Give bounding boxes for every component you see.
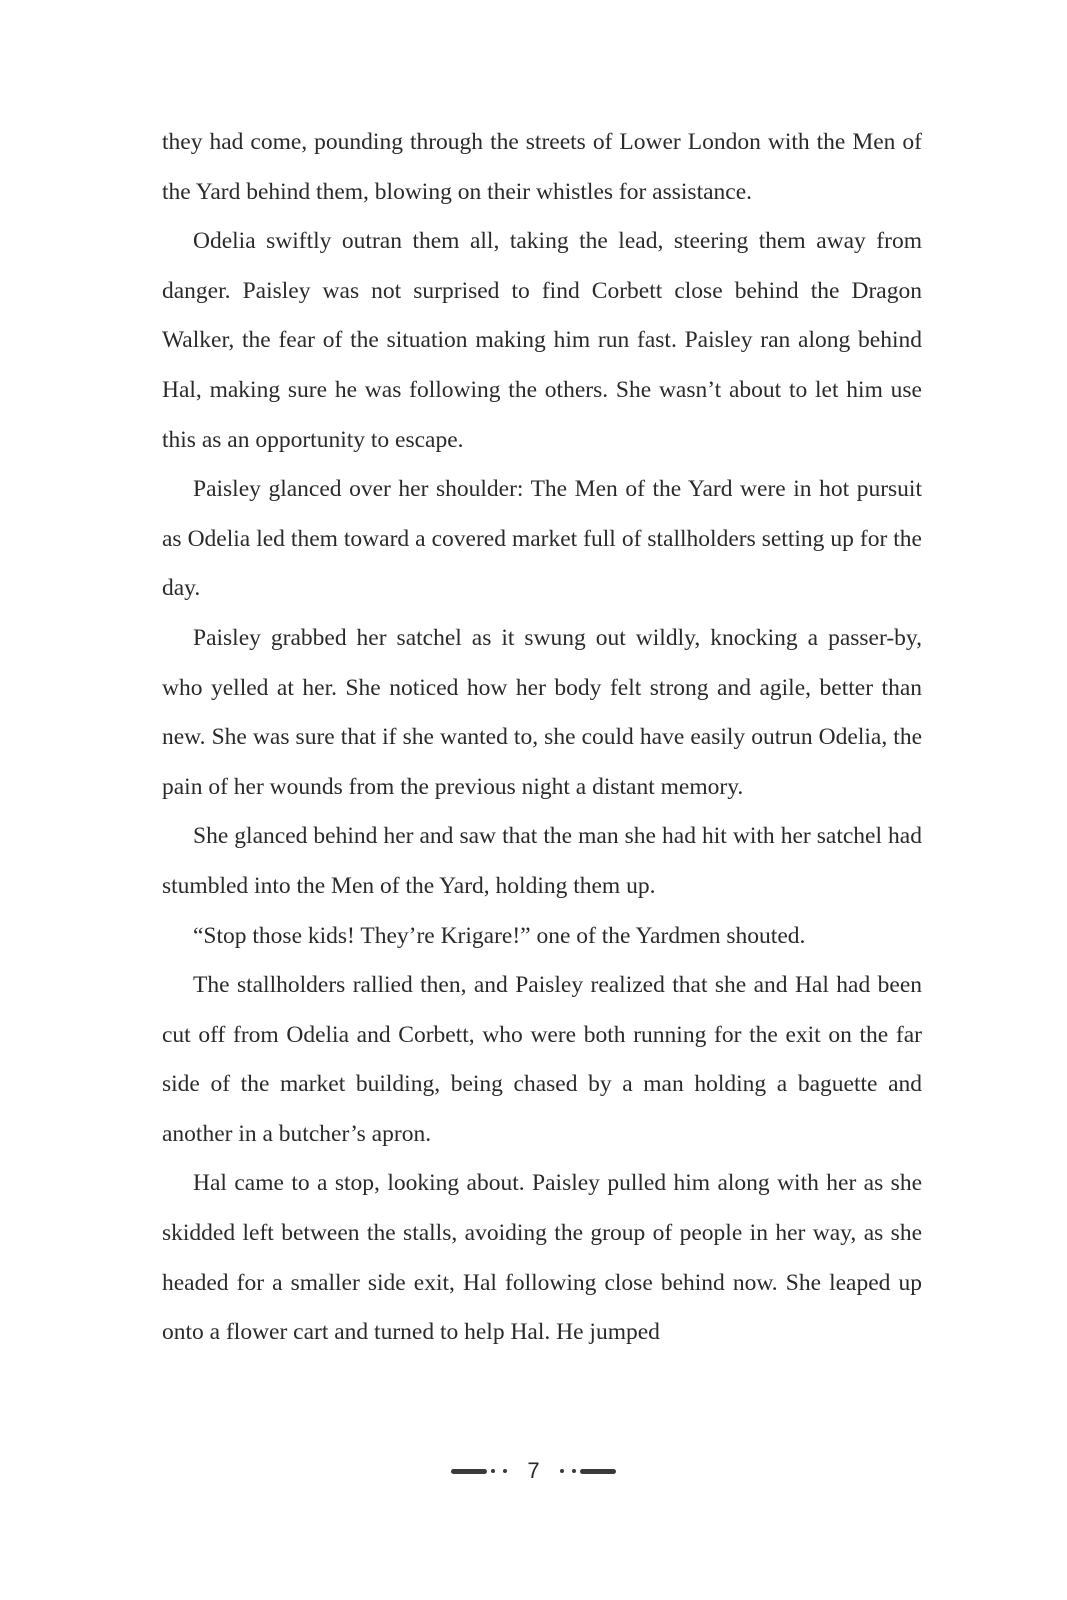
- page-footer: [0, 1456, 1067, 1486]
- ornament-right-icon: [556, 1469, 616, 1474]
- paragraph: Hal came to a stop, looking about. Paisley pulled him along with her as she skidded left between the stalls, avoiding the group of people in her way, as she headed for a smaller side exit, Hal following close behind now. She leaped up onto a flower cart and turned to help Hal. He jumped: [162, 1170, 922, 1346]
- paragraph: Odelia swiftly outran them all, taking the lead, steering them away from danger. Paisley was not surprised to find Corbett close behind the Dragon Walker, the fear of the situation making him run fast. Paisley ran along behind Hal, making sure he was following the others. She wasn’t about to let him use this as an opportunity to escape.: [162, 228, 922, 453]
- body-text: [162, 118, 922, 1358]
- paragraph: Paisley grabbed her satchel as it swung out wildly, knocking a passer-by, who yelled at her. She noticed how her body felt strong and agile, better than new. She was sure that if she wanted to, she could have easily outrun Odelia, the pain of her wounds from the previous night a distant memory.: [162, 624, 922, 800]
- paragraph: The stallholders rallied then, and Paisley realized that she and Hal had been cut off from Odelia and Corbett, who were both running for the exit on the far side of the market building, being chased by a man holding a baguette and another in a butcher’s apron.: [162, 972, 922, 1147]
- ornament-left-icon: [451, 1469, 511, 1474]
- paragraph: She glanced behind her and saw that the man she had hit with her satchel had stumbled into the Men of the Yard, holding them up.: [162, 823, 922, 899]
- paragraph: “Stop those kids! They’re Krigare!” one of the Yardmen shouted.: [193, 922, 806, 949]
- paragraph: Paisley glanced over her shoulder: The Men of the Yard were in hot pursuit as Odelia led them toward a covered market full of stallholders setting up for the day.: [162, 476, 922, 602]
- page-number: 7: [527, 1458, 540, 1483]
- paragraph: they had come, pounding through the streets of Lower London with the Men of the Yard behind them, blowing on their whistles for assistance.: [162, 129, 922, 205]
